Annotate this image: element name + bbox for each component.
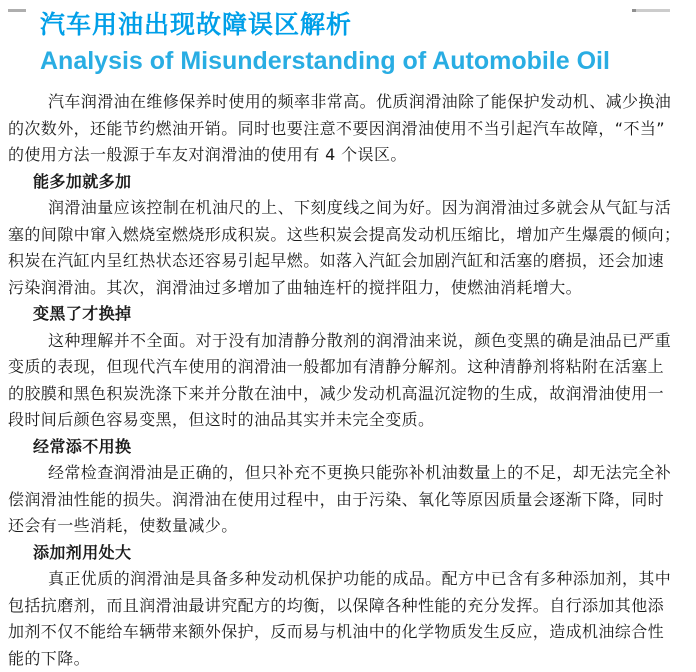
paragraph-line: 包括抗磨剂，而且润滑油最讲究配方的均衡，以保障各种性能的充分发挥。自行添加其他添	[8, 593, 688, 620]
section-heading: 经常添不用换	[8, 434, 688, 461]
doc-title-zh: 汽车用油出现故障误区解析	[40, 9, 688, 41]
paragraph-line: 汽车润滑油在维修保养时使用的频率非常高。优质润滑油除了能保护发动机、减少换油	[8, 89, 688, 116]
paragraph-line: 真正优质的润滑油是具备多种发动机保护功能的成品。配方中已含有多种添加剂，其中	[8, 566, 688, 593]
paragraph-line: 这种理解并不全面。对于没有加清静分散剂的润滑油来说，颜色变黑的确是油品已严重	[8, 328, 688, 355]
paragraph-line: 塞的间隙中窜入燃烧室燃烧形成积炭。这些积炭会提高发动机压缩比，增加产生爆震的倾向；	[8, 222, 688, 249]
paragraph-line: 经常检查润滑油是正确的，但只补充不更换只能弥补机油数量上的不足，却无法完全补	[8, 460, 688, 487]
paragraph-line: 偿润滑油性能的损失。润滑油在使用过程中，由于污染、氧化等原因质量会逐渐下降，同时	[8, 487, 688, 514]
paragraph-line: 能的下降。	[8, 646, 688, 672]
section-heading: 变黑了才换掉	[8, 301, 688, 328]
section-heading: 添加剂用处大	[8, 540, 688, 567]
section-heading: 能多加就多加	[8, 169, 688, 196]
clipped-ui-fragment-right	[632, 9, 670, 12]
paragraph-line: 污染润滑油。其次，润滑油过多增加了曲轴连杆的搅拌阻力，使燃油消耗增大。	[8, 275, 688, 302]
paragraph-line: 段时间后颜色容易变黑，但这时的油品其实并未完全变质。	[8, 407, 688, 434]
paragraph-line: 变质的表现，但现代汽车使用的润滑油一般都加有清静分解剂。这种清静剂将粘附在活塞上	[8, 354, 688, 381]
document-page	[0, 9, 696, 672]
paragraph-line: 积炭在汽缸内呈红热状态还容易引起早燃。如落入汽缸会加剧汽缸和活塞的磨损，还会加速	[8, 248, 688, 275]
document-body	[8, 89, 688, 672]
clipped-ui-fragment-left	[8, 9, 26, 12]
paragraph-line: 的胶膜和黑色积炭洗涤下来并分散在油中，减少发动机高温沉淀物的生成，故润滑油使用一	[8, 381, 688, 408]
paragraph-line: 的使用方法一般源于车友对润滑油的使用有 4 个误区。	[8, 142, 688, 169]
paragraph-line: 润滑油量应该控制在机油尺的上、下刻度线之间为好。因为润滑油过多就会从气缸与活	[8, 195, 688, 222]
paragraph-line: 还会有一些消耗，使数量减少。	[8, 513, 688, 540]
paragraph-line: 的次数外，还能节约燃油开销。同时也要注意不要因润滑油使用不当引起汽车故障，“不当”	[8, 116, 688, 143]
paragraph-line: 加剂不仅不能给车辆带来额外保护，反而易与机油中的化学物质发生反应，造成机油综合性	[8, 619, 688, 646]
doc-title-en: Analysis of Misunderstanding of Automobile Oil	[40, 45, 688, 78]
